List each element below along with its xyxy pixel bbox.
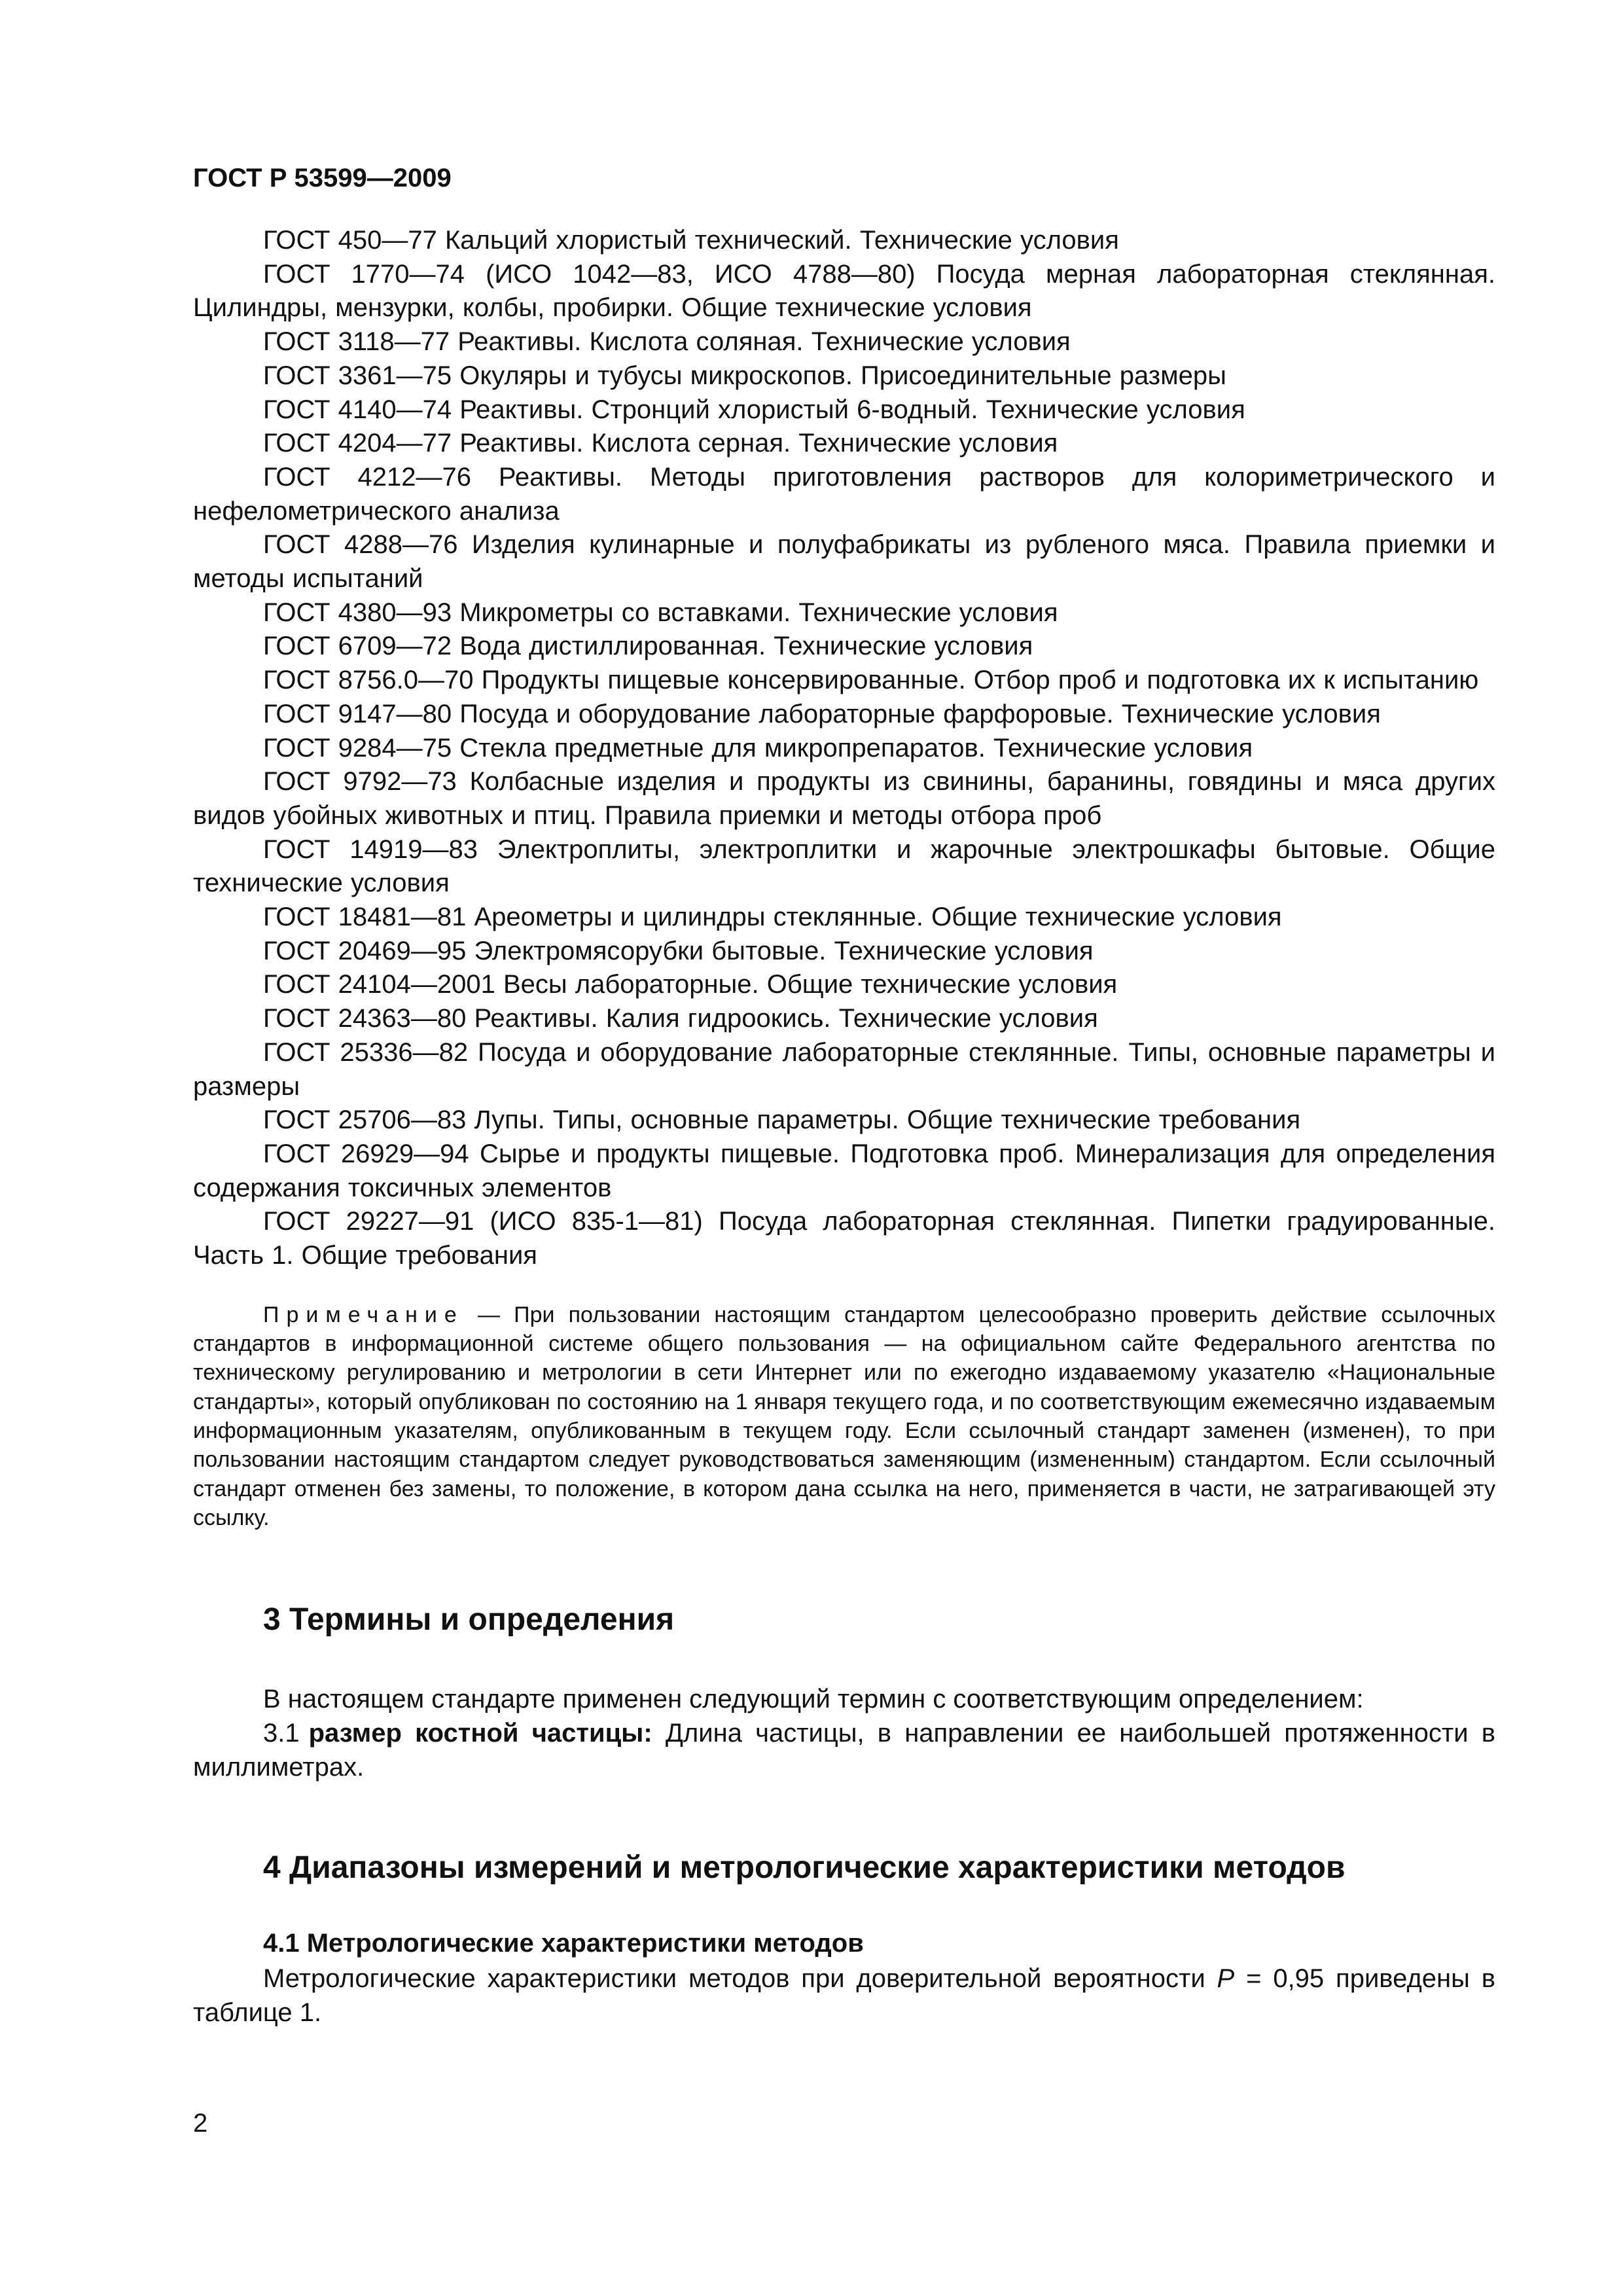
reference-item: ГОСТ 3118—77 Реактивы. Кислота соляная. Технические условия [263,327,1071,357]
document-header: ГОСТ Р 53599—2009 [193,164,452,192]
reference-item: ГОСТ 450—77 Кальций хлористый технический. Технические условия [263,226,1119,255]
section-4-heading: 4 Диапазоны измерений и метрологические характеристики методов [263,1850,1346,1886]
reference-item: ГОСТ 25336—82 Посуда и оборудование лабораторные стеклянные. Типы, основные параметры и размеры [193,1037,1495,1101]
reference-item: ГОСТ 26929—94 Сырье и продукты пищевые. Подготовка проб. Минерализация для определения содержания токсичных элементов [193,1139,1495,1202]
reference-item: ГОСТ 20469—95 Электромясорубки бытовые. Технические условия [263,936,1094,965]
term-number: 3.1 [263,1718,300,1748]
probability-symbol: P [1217,1964,1235,1994]
reference-item: ГОСТ 4212—76 Реактивы. Методы приготовления растворов для колориметрического и нефелометрического анализа [193,462,1495,526]
term-name: размер костной частицы: [308,1718,652,1748]
reference-item: ГОСТ 25706—83 Лупы. Типы, основные параметры. Общие технические требования [263,1105,1301,1135]
note-text: — При пользовании настоящим стандартом целесообразно проверить действие ссылочных стандартов в информационной системе общего пользования — на официальном сайте Федерального агентства по техническому регулированию и метрологии в сети Интернет или по ежегодно издаваемому указателю «Национальные стандарты», который опубликован по состоянию на 1 января текущего года, и по соответствующим ежемесячно издаваемым информационным указателям, опубликованным в текущем году. Если ссылочный стандарт заменен (изменен), то при пользовании настоящим стандартом следует руководствоваться заменяющим (измененным) стандартом. Если ссылочный стандарт отменен без замены, то положение, в котором дана ссылка на него, применяется в части, не затрагивающей эту ссылку. [193,1302,1495,1530]
subsection-4-1-text [193,1962,1495,2030]
reference-item: ГОСТ 4380—93 Микрометры со вставками. Технические условия [263,598,1058,627]
reference-item: ГОСТ 29227—91 (ИСО 835-1—81) Посуда лабораторная стеклянная. Пипетки градуированные. Часть 1. Общие требования [193,1207,1495,1270]
note-label: Примечание [263,1302,464,1327]
section-3-intro: В настоящем стандарте применен следующий термин с соответствующим определением: [263,1685,1364,1714]
term-definition [193,1717,1495,1784]
reference-item: ГОСТ 24104—2001 Весы лабораторные. Общие технические условия [263,970,1118,999]
reference-item: ГОСТ 9792—73 Колбасные изделия и продукты из свинины, баранины, говядины и мяса других видов убойных животных и птиц. Правила приемки и методы отбора проб [193,767,1495,830]
reference-item: ГОСТ 18481—81 Ареометры и цилиндры стеклянные. Общие технические условия [263,903,1282,932]
reference-item: ГОСТ 14919—83 Электроплиты, электроплитки и жарочные электрошкафы бытовые. Общие технические условия [193,834,1495,898]
text-after-symbol: = 0,95 приведены в таблице 1. [193,1964,1495,2027]
reference-item: ГОСТ 6709—72 Вода дистиллированная. Технические условия [263,632,1033,661]
reference-item: ГОСТ 8756.0—70 Продукты пищевые консервированные. Отбор проб и подготовка их к испытанию [263,666,1479,695]
references-note [193,1300,1495,1532]
reference-item: ГОСТ 9147—80 Посуда и оборудование лабораторные фарфоровые. Технические условия [263,699,1381,728]
text-before-symbol: Метрологические характеристики методов при доверительной вероятности [263,1964,1217,1994]
page-number: 2 [193,2109,208,2138]
term-definition-text: Длина частицы, в направлении ее наибольшей протяженности в миллиметрах. [193,1718,1495,1782]
document-page [193,162,1495,2030]
reference-item: ГОСТ 9284—75 Стекла предметные для микропрепаратов. Технические условия [263,733,1253,762]
reference-item: ГОСТ 3361—75 Окуляры и тубусы микроскопов. Присоединительные размеры [263,361,1226,390]
reference-item: ГОСТ 24363—80 Реактивы. Калия гидроокись. Технические условия [263,1004,1098,1033]
reference-item: ГОСТ 4288—76 Изделия кулинарные и полуфабрикаты из рубленого мяса. Правила приемки и методы испытаний [193,530,1495,594]
subsection-4-1-heading: 4.1 Метрологические характеристики методов [263,1929,864,1958]
section-3-heading: 3 Термины и определения [263,1602,675,1638]
reference-item: ГОСТ 4204—77 Реактивы. Кислота серная. Технические условия [263,429,1058,458]
reference-item: ГОСТ 4140—74 Реактивы. Стронций хлористый 6-водный. Технические условия [263,395,1245,424]
reference-item: ГОСТ 1770—74 (ИСО 1042—83, ИСО 4788—80) Посуда мерная лабораторная стеклянная. Цилиндры, мензурки, колбы, пробирки. Общие технические условия [193,259,1495,323]
normative-references-list [193,224,1495,1273]
